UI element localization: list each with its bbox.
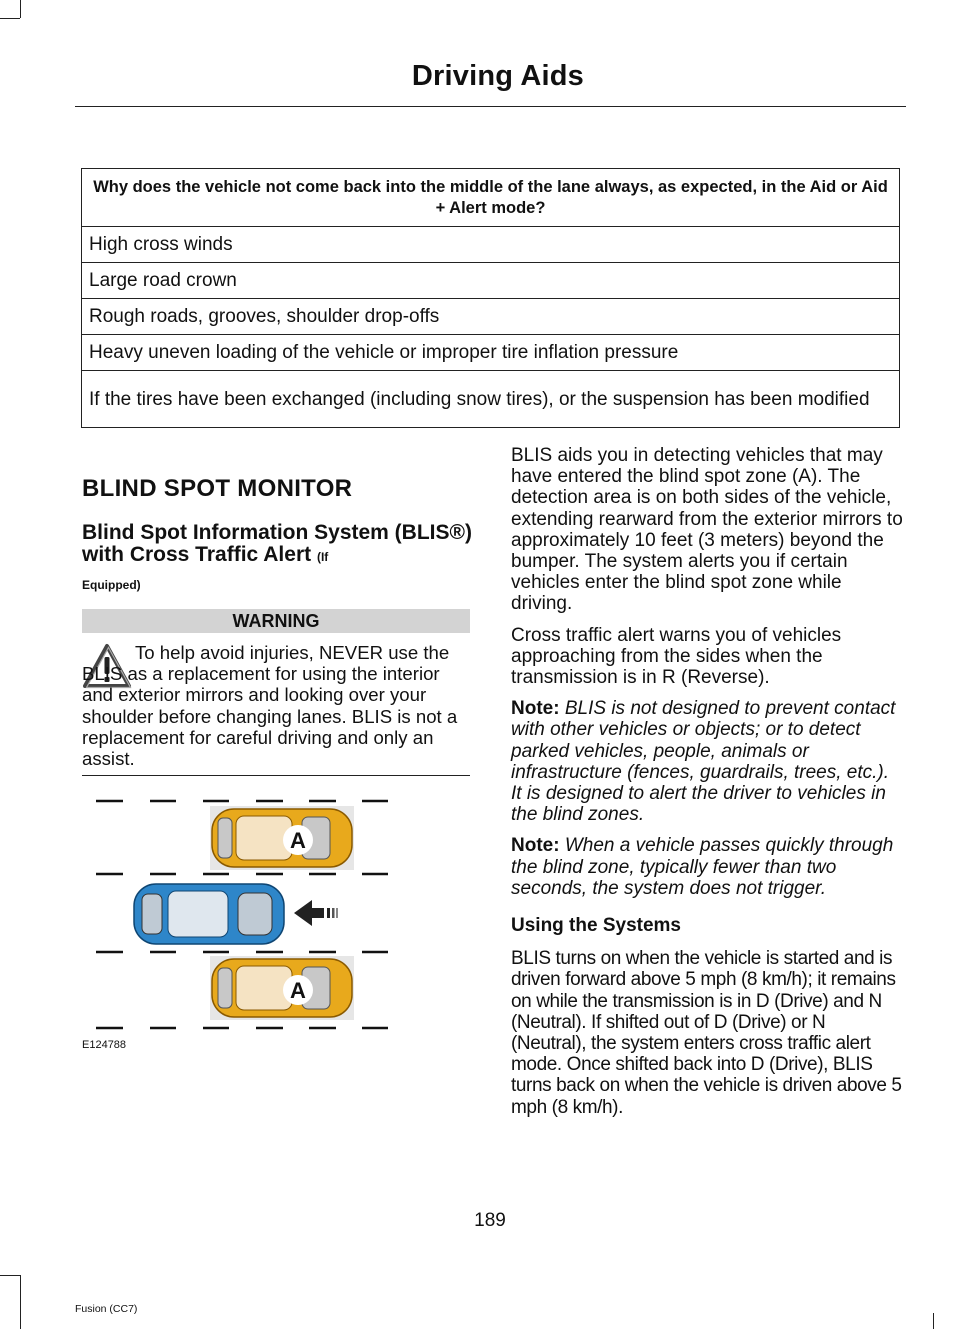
blind-spot-diagram xyxy=(90,792,390,1037)
subsection-title-text: Blind Spot Information System (BLIS®) with Cross Traffic Alert xyxy=(82,521,472,566)
table-row: High cross winds xyxy=(82,227,900,263)
paragraph: Cross traffic alert warns you of vehicles approaching from the sides when the transmission is in R (Reverse). xyxy=(511,624,842,689)
table-row: Rough roads, grooves, shoulder drop-offs xyxy=(82,299,900,335)
warning-divider xyxy=(82,775,470,776)
paragraph: BLIS aids you in detecting vehicles that may have entered the blind spot zone (A). The detection area is on both sides of the vehicle, extending rearward from the exterior mirrors to approximately 10 feet (3 meters) beyond the bumper. The system alerts you if certain vehicles enter the blind spot zone while driving. xyxy=(511,445,903,615)
section-title: BLIND SPOT MONITOR xyxy=(82,475,353,502)
table-row: If the tires have been exchanged (including snow tires), or the suspension has been modified xyxy=(82,371,900,428)
blind-spot-car-bottom xyxy=(212,959,352,1017)
note-label: Note: xyxy=(511,835,560,857)
table-question: Why does the vehicle not come back into the middle of the lane always, as expected, in the Aid or Aid + Alert mode? xyxy=(82,169,900,227)
blind-spot-car-top xyxy=(212,809,352,867)
page-number: 189 xyxy=(474,1210,506,1231)
note xyxy=(511,698,903,825)
direction-arrow-icon xyxy=(294,900,338,926)
subsection-if: (If xyxy=(316,550,329,564)
crop-mark xyxy=(20,0,21,18)
figure-code: E124788 xyxy=(82,1039,127,1051)
subheading: Using the Systems xyxy=(511,915,681,937)
page-header-title: Driving Aids xyxy=(411,60,584,92)
crop-mark xyxy=(933,1313,934,1329)
table-row: Large road crown xyxy=(82,263,900,299)
right-column xyxy=(511,445,903,1128)
table-row: Heavy uneven loading of the vehicle or improper tire inflation pressure xyxy=(82,335,900,371)
own-vehicle xyxy=(134,884,284,944)
note xyxy=(511,835,903,899)
footer-model: Fusion (CC7) xyxy=(75,1303,138,1315)
faq-table xyxy=(81,168,900,428)
crop-mark xyxy=(20,1275,21,1329)
subsection-title xyxy=(82,522,472,596)
subsection-equipped: Equipped) xyxy=(82,578,141,592)
crop-mark xyxy=(0,18,20,19)
zone-label-a: A xyxy=(290,978,306,1003)
warning-label: WARNING xyxy=(82,609,470,633)
note-text: When a vehicle passes quickly through the blind zone, typically fewer than two seconds, the system does not trigger. xyxy=(511,835,894,899)
warning-text-body: To help avoid injuries, NEVER use the BLIS as a replacement for using the interior and exterior mirrors and looking over your shoulder before changing lanes. BLIS is not a replacement for careful driving and only an assist. xyxy=(82,642,458,770)
header-rule xyxy=(75,106,906,107)
zone-label-a: A xyxy=(290,828,306,853)
note-label: Note: xyxy=(511,698,560,720)
warning-text xyxy=(82,642,472,769)
crop-mark xyxy=(0,1275,20,1276)
paragraph: BLIS turns on when the vehicle is started and is driven forward above 5 mph (8 km/h); it remains on while the transmission is in D (Drive) and N (Neutral). If shifted out of D (Drive) or N (Neutral), the system enters cross traffic alert mode. Once shifted back into D (Drive), BLIS turns back on when the vehicle is driven above 5 mph (8 km/h). xyxy=(511,948,902,1118)
note-text: BLIS is not designed to prevent contact with other vehicles or objects; or to detect parked vehicles, people, animals or infrastructure (fences, guardrails, trees, etc.). It is designed to alert the driver to vehicles in the blind zones. xyxy=(511,698,896,826)
